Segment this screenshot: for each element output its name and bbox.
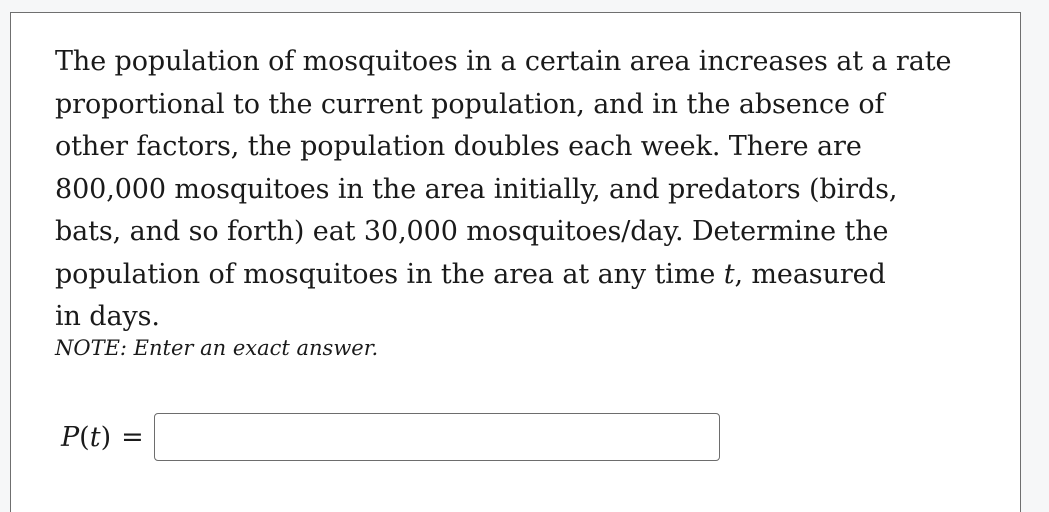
problem-line-5: bats, and so forth) eat 30,000 mosquitoes/day. Determine the <box>55 216 889 247</box>
problem-line-1: The population of mosquitoes in a certain area increases at a rate <box>55 46 952 77</box>
time-variable: t <box>723 258 735 290</box>
equals-sign: = <box>121 421 144 453</box>
problem-line-4: 800,000 mosquitoes in the area initially, and predators (birds, <box>55 173 898 205</box>
note-text: NOTE: Enter an exact answer. <box>55 336 379 360</box>
problem-line-6 <box>55 254 975 297</box>
answer-argument: t <box>89 421 101 453</box>
problem-line-3: other factors, the population doubles each week. There are <box>55 131 862 162</box>
answer-open-paren: ( <box>79 421 90 453</box>
answer-close-paren: ) <box>100 421 112 453</box>
question-panel <box>10 12 1021 512</box>
problem-statement <box>55 41 975 339</box>
answer-row <box>61 411 720 463</box>
answer-label <box>61 422 111 453</box>
problem-line-7: in days. <box>55 301 160 332</box>
problem-line-6-suffix: , measured <box>734 258 886 290</box>
problem-line-2: proportional to the current population, and in the absence of <box>55 88 885 120</box>
answer-function-name: P <box>61 421 80 453</box>
problem-line-6-text: population of mosquitoes in the area at any time <box>55 258 724 290</box>
answer-input[interactable] <box>154 413 720 461</box>
